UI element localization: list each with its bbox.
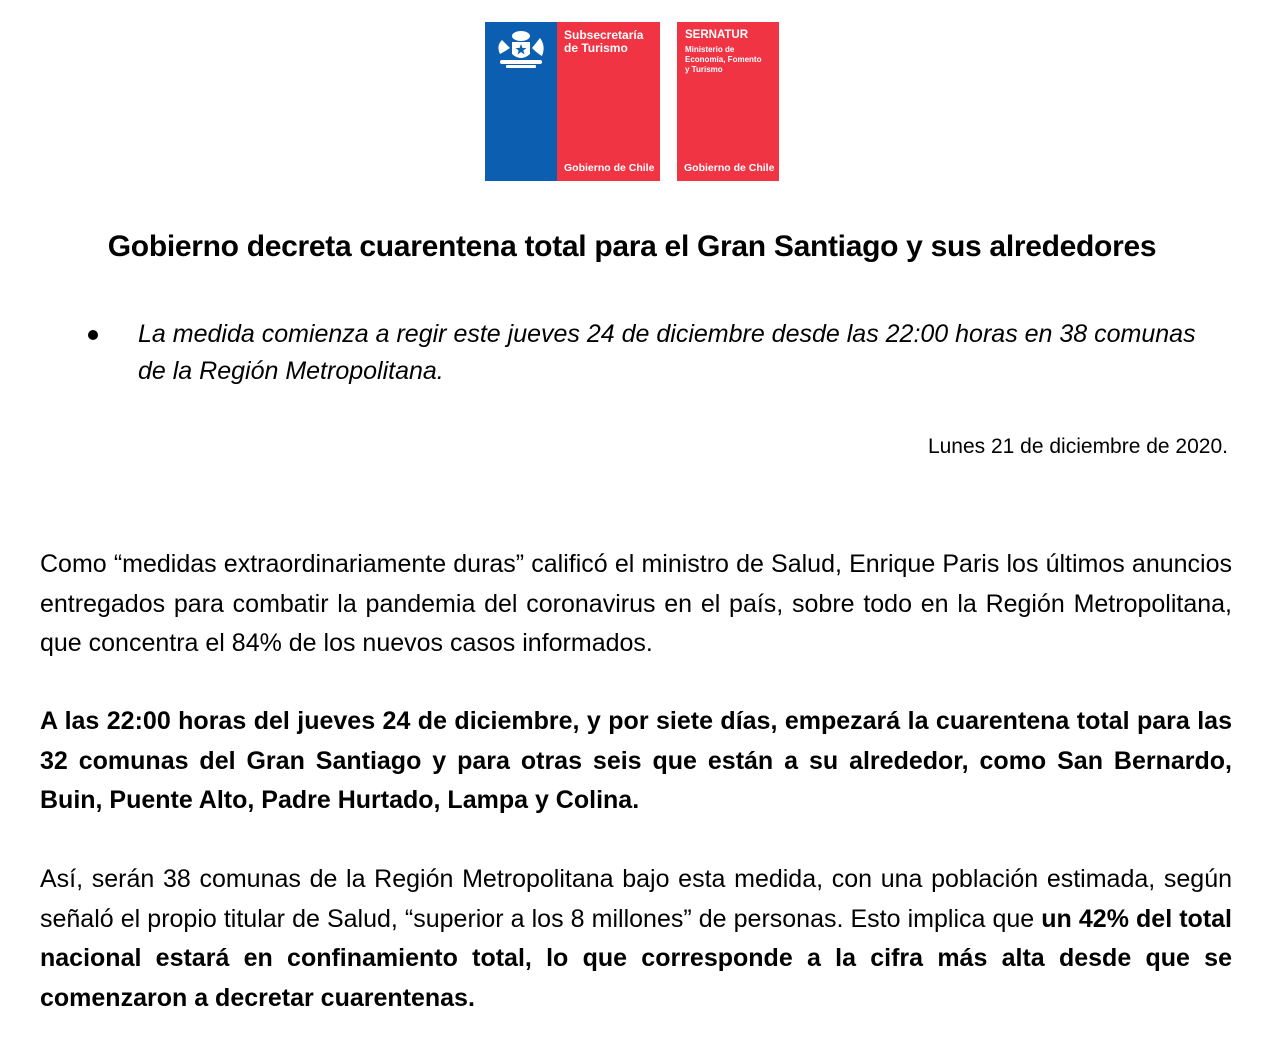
logo-title-line1: Subsecretaría: [564, 28, 644, 42]
logo-title-line2: de Turismo: [564, 41, 628, 55]
sernatur-footer: Gobierno de Chile: [684, 162, 775, 174]
document-date: Lunes 21 de diciembre de 2020.: [927, 435, 1228, 458]
coat-of-arms-icon: [494, 28, 548, 72]
sernatur-subtitle-line2: Economía, Fomento: [685, 55, 762, 64]
logo-title: [564, 29, 643, 55]
bullet-text: La medida comienza a regir este jueves 24 de diciembre desde las 22:00 horas en 38 comunas de la Región Metropolitana.: [138, 320, 1196, 385]
sernatur-logo: [677, 22, 779, 181]
logo-blue-panel: [485, 22, 557, 181]
sernatur-subtitle-line3: y Turismo: [685, 65, 723, 74]
paragraph-3-normal: Así, serán 38 comunas de la Región Metropolitana bajo esta medida, con una población estimada, según señaló el propio titular de Salud, “superior a los 8 millones” de personas. Esto implica que: [40, 865, 1232, 933]
sernatur-subtitle-line1: Ministerio de: [685, 45, 735, 54]
sernatur-title: SERNATUR: [685, 29, 749, 41]
sernatur-subtitle: [685, 45, 761, 75]
paragraph-2: A las 22:00 horas del jueves 24 de diciembre, y por siete días, empezará la cuarentena total para las 32 comunas del Gran Santiago y para otras seis que están a su alrededor, como San Bernardo, Buin, Puente Alto, Padre Hurtado, Lampa y Colina.: [40, 707, 1232, 814]
paragraph-1: Como “medidas extraordinariamente duras” calificó el ministro de Salud, Enrique Paris los últimos anuncios entregados para combatir la pandemia del coronavirus en el país, sobre todo en la Región Metropolitana, que concentra el 84% de los nuevos casos informados.: [40, 550, 1232, 657]
document-title: Gobierno decreta cuarentena total para el Gran Santiago y sus alrededores: [107, 230, 1157, 263]
subsecretaria-turismo-logo: [485, 22, 660, 181]
paragraph-3-bold: un 42% del total nacional estará en confinamiento total, lo que corresponde a la cifra más alta desde que se comenzaron a decretar cuarentenas.: [40, 904, 1232, 1012]
paragraph-3: [40, 860, 1232, 1018]
logo-footer: Gobierno de Chile: [564, 162, 655, 174]
bullet-icon: [88, 330, 98, 340]
logo-red-panel: [557, 22, 660, 181]
